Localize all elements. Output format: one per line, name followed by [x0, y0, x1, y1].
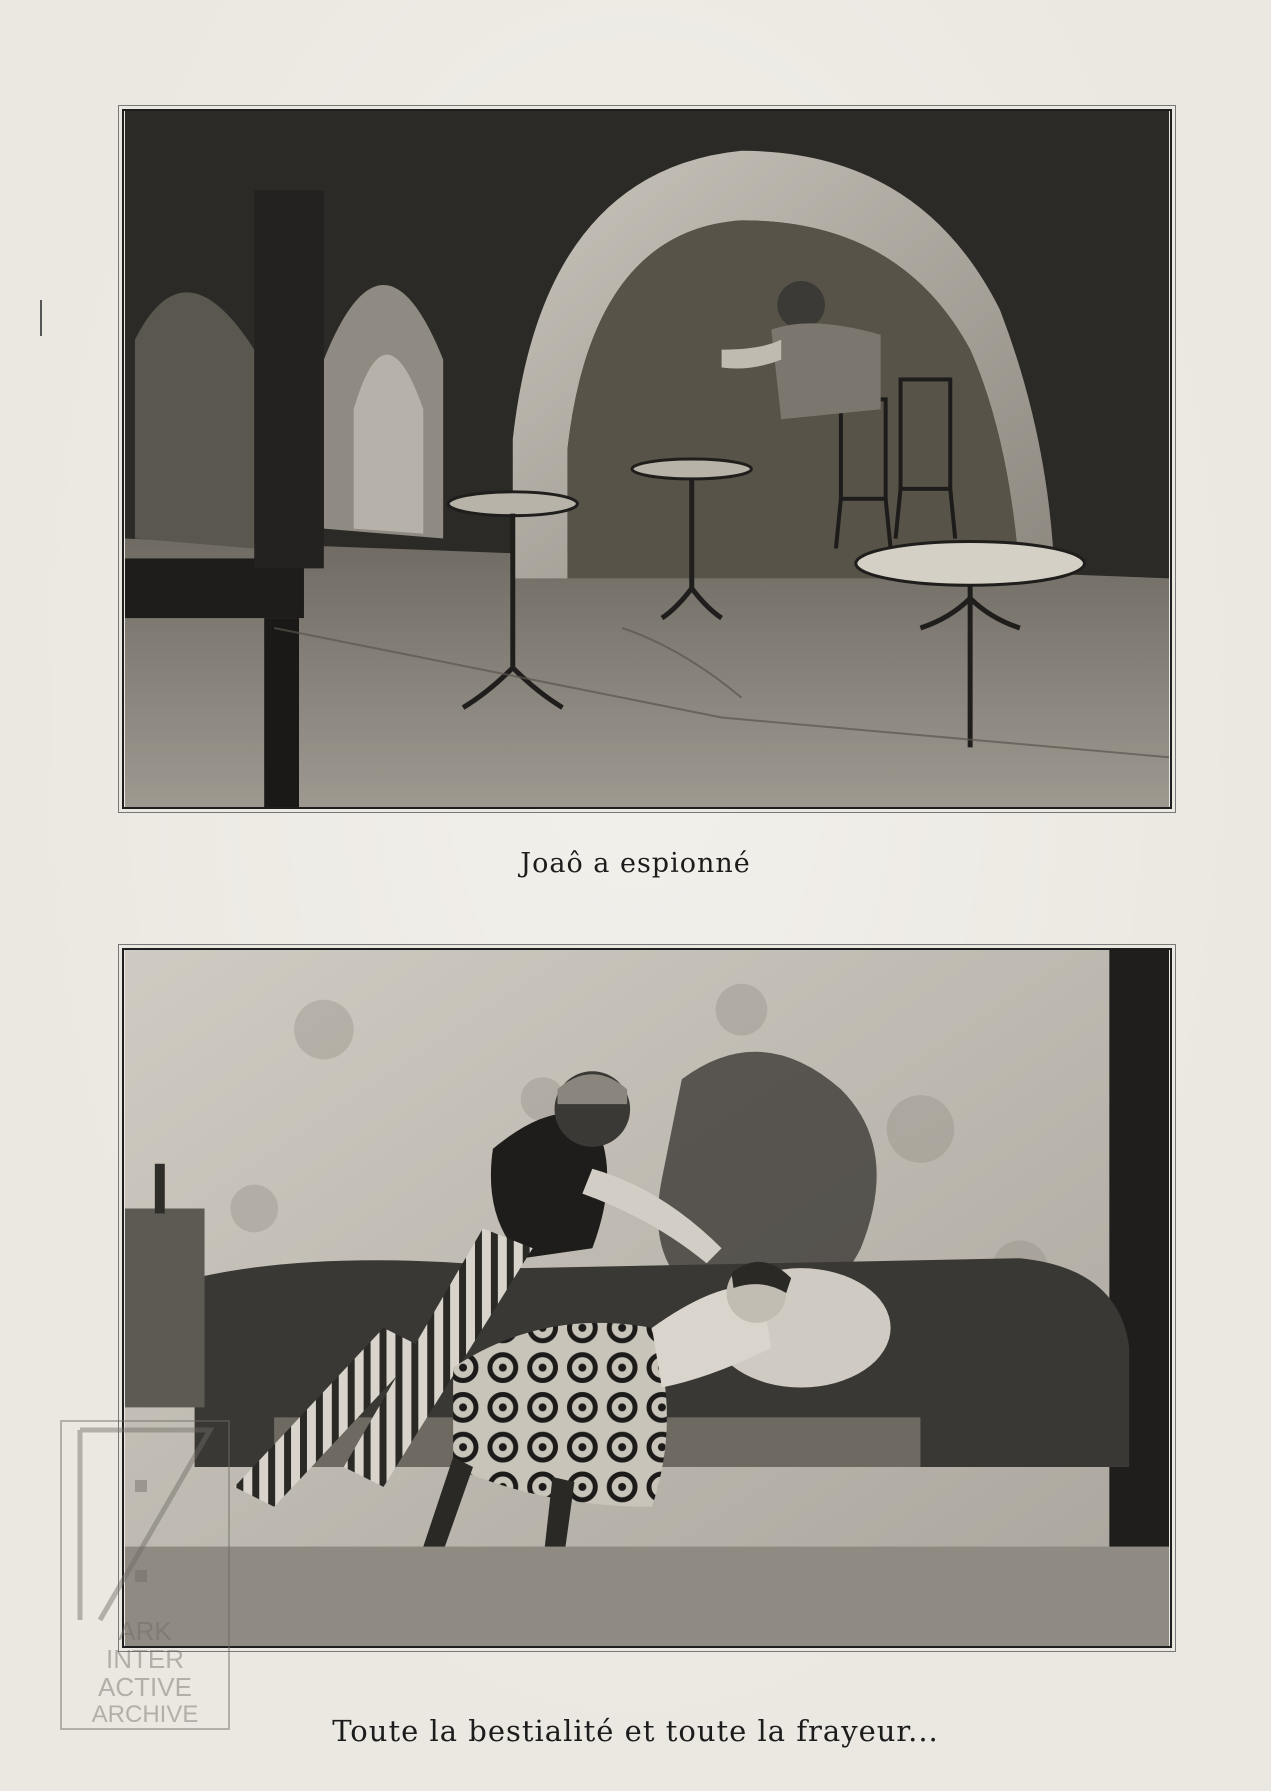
- photo-struggle-scene: [124, 950, 1170, 1646]
- photo-cafe-interior: [124, 111, 1170, 807]
- svg-text:INTER: INTER: [106, 1644, 184, 1674]
- caption-bottom: Toute la bestialité et toute la frayeur...: [332, 1714, 939, 1748]
- svg-text:ARCHIVE: ARCHIVE: [91, 1701, 199, 1728]
- photo-plate-bottom: [122, 948, 1172, 1648]
- svg-text:ACTIVE: ACTIVE: [98, 1672, 192, 1702]
- caption-top: Joaô a espionné: [520, 848, 751, 879]
- archive-watermark-logo: [60, 1420, 230, 1730]
- photo-plate-top: [122, 109, 1172, 809]
- svg-text:ARK: ARK: [118, 1616, 172, 1646]
- margin-mark: [40, 300, 42, 336]
